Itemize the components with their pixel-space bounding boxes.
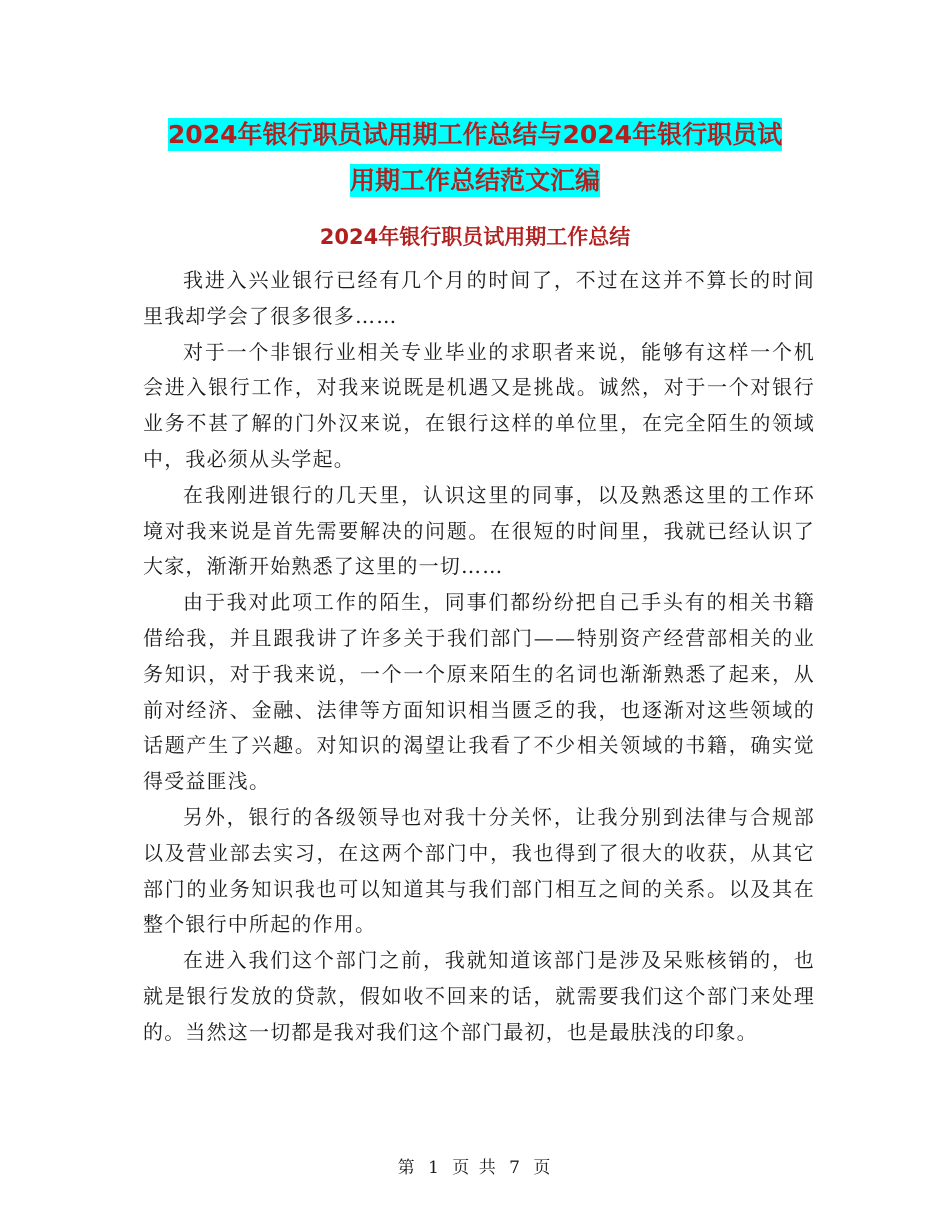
- footer-page-number: 1: [428, 1158, 441, 1178]
- section-title: 2024年银行职员试用期工作总结: [319, 225, 631, 249]
- body-text: [143, 263, 815, 1051]
- document-title: [0, 112, 950, 204]
- footer-middle: 页 共: [452, 1158, 498, 1178]
- paragraph-5: 另外，银行的各级领导也对我十分关怀，让我分别到法律与合规部以及营业部去实习，在这两个部门中，我也得到了很大的收获，从其它部门的业务知识我也可以知道其与我们部门相互之间的关系。以及其在整个银行中所起的作用。: [143, 804, 815, 937]
- paragraph-1: 我进入兴业银行已经有几个月的时间了，不过在这并不算长的时间里我却学会了很多很多……: [143, 268, 815, 328]
- footer-prefix: 第: [397, 1158, 417, 1178]
- footer-total-pages: 7: [509, 1158, 522, 1178]
- paragraph-4: 由于我对此项工作的陌生，同事们都纷纷把自己手头有的相关书籍借给我，并且跟我讲了许多关于我们部门——特别资产经营部相关的业务知识，对于我来说，一个一个原来陌生的名词也渐渐熟悉了起来，从前对经济、金融、法律等方面知识相当匮乏的我，也逐渐对这些领域的话题产生了兴趣。对知识的渴望让我看了不少相关领域的书籍，确实觉得受益匪浅。: [143, 590, 815, 794]
- paragraph-6: 在进入我们这个部门之前，我就知道该部门是涉及呆账核销的，也就是银行发放的贷款，假如收不回来的话，就需要我们这个部门来处理的。当然这一切都是我对我们这个部门最初，也是最肤浅的印象。: [143, 948, 815, 1044]
- page-footer: [0, 1153, 950, 1178]
- paragraph-2: 对于一个非银行业相关专业毕业的求职者来说，能够有这样一个机会进入银行工作，对我来说既是机遇又是挑战。诚然，对于一个对银行业务不甚了解的门外汉来说，在银行这样的单位里，在完全陌生的领域中，我必须从头学起。: [143, 339, 815, 471]
- footer-suffix: 页: [533, 1158, 553, 1178]
- paragraph-3: 在我刚进银行的几天里，认识这里的同事，以及熟悉这里的工作环境对我来说是首先需要解决的问题。在很短的时间里，我就已经认识了大家，渐渐开始熟悉了这里的一切……: [143, 482, 815, 579]
- document-title-line-2: 用期工作总结范文汇编: [349, 166, 600, 195]
- document-title-line-1: 2024年银行职员试用期工作总结与2024年银行职员试: [167, 120, 783, 149]
